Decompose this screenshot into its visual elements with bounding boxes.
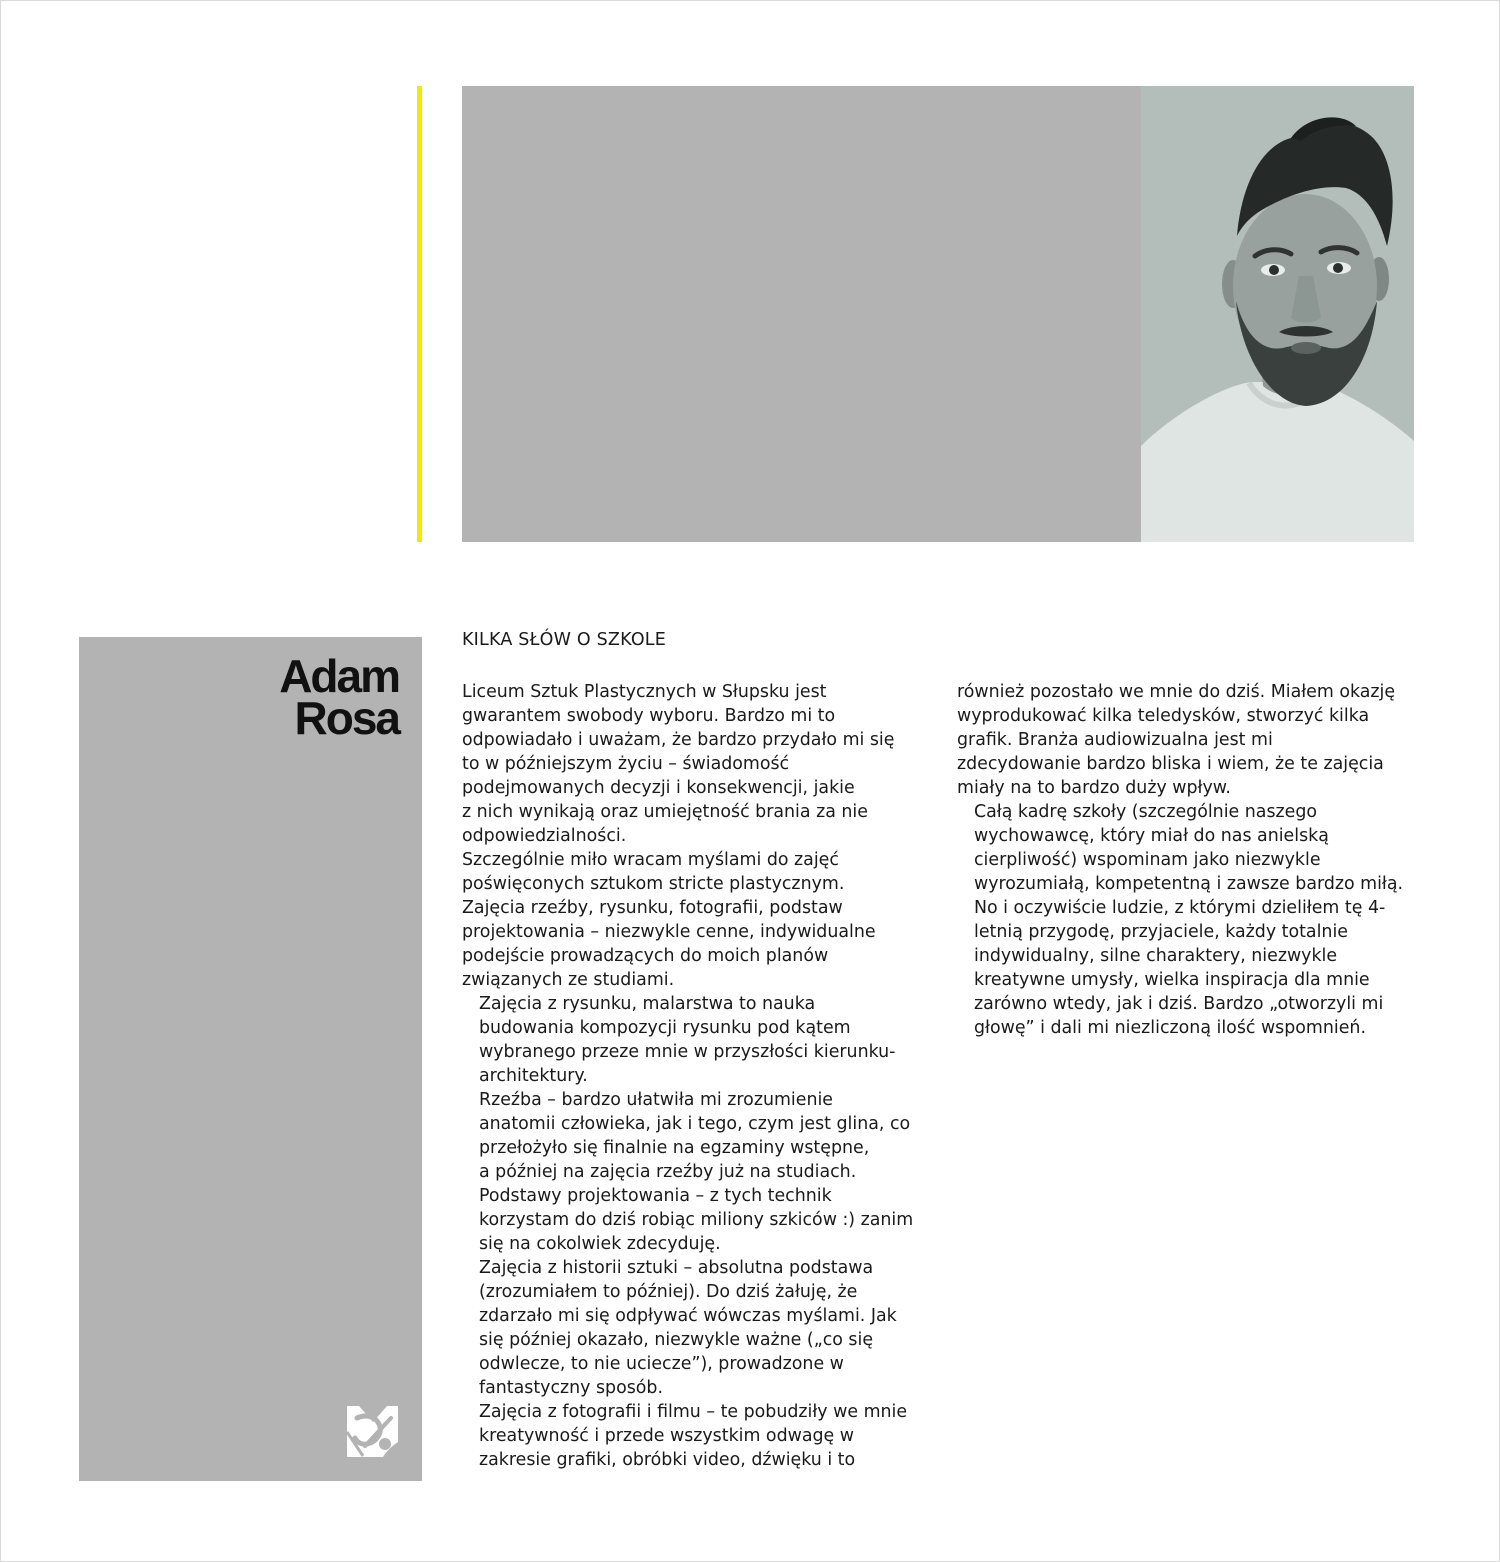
article-paragraph: [957, 680, 1427, 800]
text-line: projektowania – niezwykle cenne, indywidualne: [462, 922, 876, 942]
text-line: No i oczywiście ludzie, z którymi dzieliłem tę 4-: [974, 898, 1386, 918]
text-line: fantastyczny sposób.: [479, 1378, 663, 1398]
text-line: Całą kadrę szkoły (szczególnie naszego: [974, 802, 1318, 822]
text-line: zakresie grafiki, obróbki video, dźwięku i to: [479, 1450, 856, 1470]
text-line: (zrozumiałem to później). Do dziś żałuję, że: [479, 1282, 858, 1302]
text-line: wychowawcę, który miał do nas anielską: [974, 826, 1329, 846]
first-name: Adam: [279, 650, 399, 702]
text-line: kreatywność i przede wszystkim odwagę w: [479, 1426, 854, 1446]
person-name: [279, 650, 399, 744]
article-paragraph: [957, 896, 1427, 1040]
portrait-photo: [1141, 86, 1414, 542]
article-left-column: [462, 680, 932, 1472]
article-paragraph: [462, 992, 932, 1088]
text-line: kreatywne umysły, wielka inspiracja dla mnie: [974, 970, 1370, 990]
text-line: wyprodukować kilka teledysków, stworzyć kilka: [957, 706, 1370, 726]
text-line: również pozostało we mnie do dziś. Miałem okazję: [957, 682, 1396, 702]
text-line: zdecydowanie bardzo bliska i wiem, że te zajęcia: [957, 754, 1384, 774]
article-paragraph: [462, 1184, 932, 1256]
text-line: grafik. Branża audiowizualna jest mi: [957, 730, 1273, 750]
text-line: miały na to bardzo duży wpływ.: [957, 778, 1231, 798]
accent-bar: [417, 86, 422, 542]
text-line: indywidualny, silne charaktery, niezwykle: [974, 946, 1338, 966]
text-line: anatomii człowieka, jak i tego, czym jest glina, co: [479, 1114, 911, 1134]
school-emblem-icon: [345, 1404, 400, 1459]
text-line: przełożyło się finalnie na egzaminy wstępne,: [479, 1138, 870, 1158]
text-line: poświęconych sztukom stricte plastycznym.: [462, 874, 845, 894]
text-line: Zajęcia z historii sztuki – absolutna podstawa: [479, 1258, 874, 1278]
text-line: podejmowanych decyzji i konsekwencji, jakie: [462, 778, 855, 798]
article-paragraph: [462, 1088, 932, 1184]
text-line: Liceum Sztuk Plastycznych w Słupsku jest: [462, 682, 827, 702]
article-paragraph: [462, 680, 932, 848]
text-line: Zajęcia z fotografii i filmu – te pobudziły we mnie: [479, 1402, 908, 1422]
text-line: wybranego przeze mnie w przyszłości kierunku-: [479, 1042, 896, 1062]
article-right-column: [957, 680, 1427, 1040]
text-line: Podstawy projektowania – z tych technik: [479, 1186, 832, 1206]
text-line: zdarzało mi się odpływać wówczas myślami. Jak: [479, 1306, 897, 1326]
text-line: Szczególnie miło wracam myślami do zajęć: [462, 850, 839, 870]
text-line: się później okazało, niezwykle ważne („co się: [479, 1330, 874, 1350]
text-line: się na cokolwiek zdecyduję.: [479, 1234, 721, 1254]
text-line: zarówno wtedy, jak i dziś. Bardzo „otworzyli mi: [974, 994, 1384, 1014]
name-panel: [79, 637, 422, 1481]
text-line: gwarantem swobody wyboru. Bardzo mi to: [462, 706, 836, 726]
text-line: to w późniejszym życiu – świadomość: [462, 754, 790, 774]
text-line: letnią przygodę, przyjaciele, każdy totalnie: [974, 922, 1348, 942]
text-line: odpowiadało i uważam, że bardzo przydało mi się: [462, 730, 895, 750]
article-paragraph: [462, 1256, 932, 1400]
text-line: odwlecze, to nie uciecze”), prowadzone w: [479, 1354, 844, 1374]
text-line: architektury.: [479, 1066, 588, 1086]
text-line: związanych ze studiami.: [462, 970, 675, 990]
text-line: Zajęcia z rysunku, malarstwa to nauka: [479, 994, 816, 1014]
text-line: cierpliwość) wspominam jako niezwykle: [974, 850, 1321, 870]
text-line: Rzeźba – bardzo ułatwiła mi zrozumienie: [479, 1090, 833, 1110]
text-line: podejście prowadzących do moich planów: [462, 946, 829, 966]
last-name: Rosa: [294, 692, 399, 744]
text-line: wyrozumiałą, kompetentną i zawsze bardzo miłą.: [974, 874, 1404, 894]
article-paragraph: [462, 848, 932, 992]
text-line: z nich wynikają oraz umiejętność brania za nie: [462, 802, 868, 822]
hero-gray-band: [462, 86, 1142, 542]
text-line: Zajęcia rzeźby, rysunku, fotografii, podstaw: [462, 898, 843, 918]
article-paragraph: [462, 1400, 932, 1472]
text-line: a później na zajęcia rzeźby już na studiach.: [479, 1162, 857, 1182]
text-line: głowę” i dali mi niezliczoną ilość wspomnień.: [974, 1018, 1366, 1038]
section-heading: KILKA SŁÓW O SZKOLE: [462, 630, 667, 650]
text-line: korzystam do dziś robiąc miliony szkiców :) zanim: [479, 1210, 914, 1230]
text-line: budowania kompozycji rysunku pod kątem: [479, 1018, 851, 1038]
article-paragraph: [957, 800, 1427, 896]
text-line: odpowiedzialności.: [462, 826, 627, 846]
